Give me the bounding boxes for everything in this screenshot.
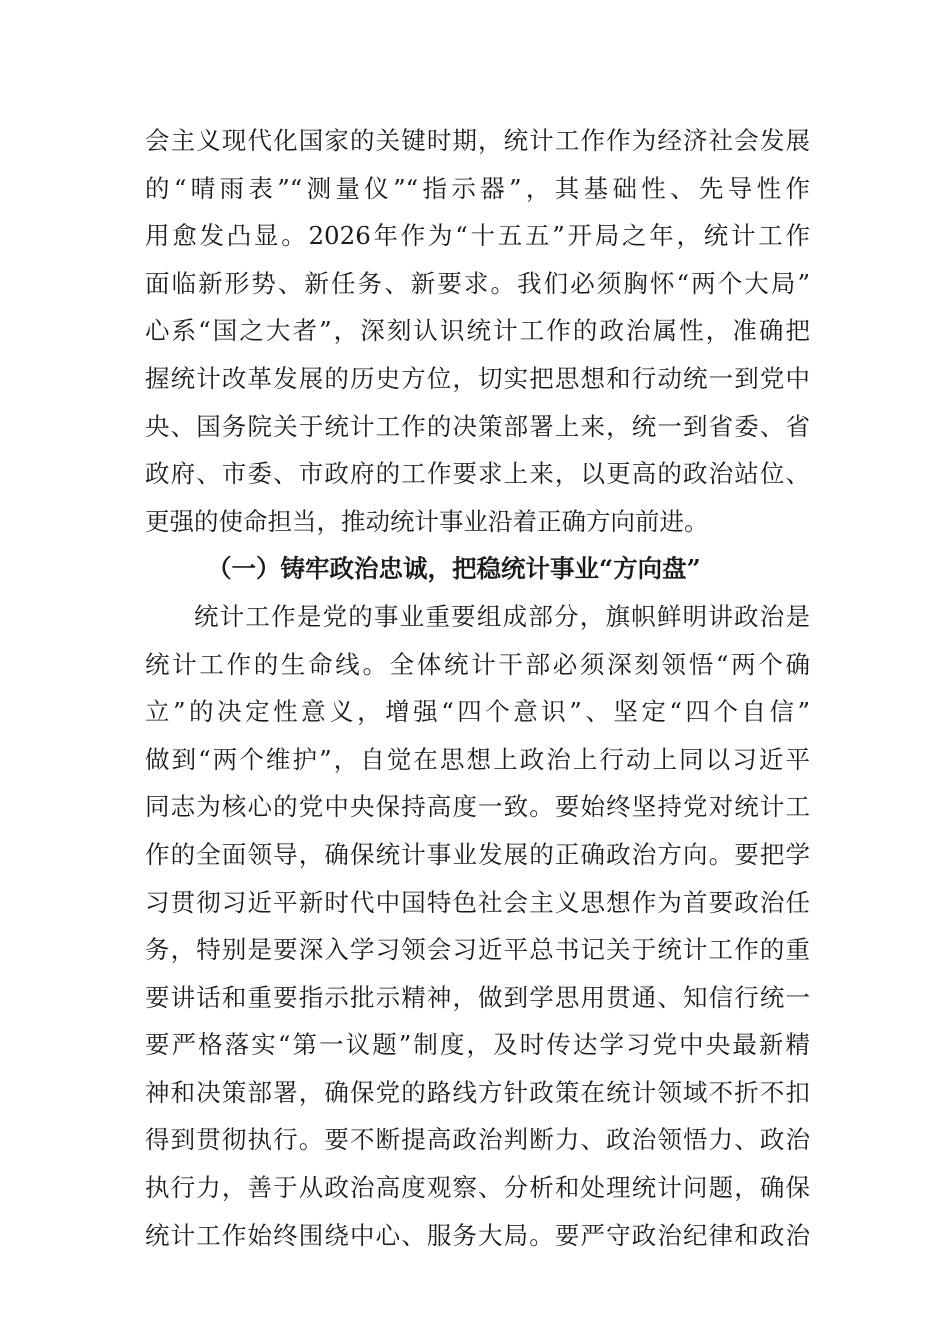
section-heading: （一）铸牢政治忠诚，把稳统计事业“方向盘”	[207, 554, 701, 584]
text-line: 习贯彻习近平新时代中国特色社会主义思想作为首要政治任	[145, 887, 810, 917]
text-line: 央、国务院关于统计工作的决策部署上来，统一到省委、省	[145, 411, 810, 441]
text-line: 统计工作的生命线。全体统计干部必须深刻领悟“两个确	[145, 649, 810, 679]
text-line: 的“晴雨表”“测量仪”“指示器”，其基础性、先导性作	[145, 173, 810, 203]
text-line: 神和决策部署，确保党的路线方针政策在统计领域不折不扣	[145, 1077, 810, 1107]
document-body	[145, 117, 810, 1259]
paragraph-first-line: 统计工作是党的事业重要组成部分，旗帜鲜明讲政治是	[194, 601, 810, 631]
text-line: 立”的决定性意义，增强“四个意识”、坚定“四个自信”	[145, 697, 810, 727]
text-line: 统计工作始终围绕中心、服务大局。要严守政治纪律和政治	[145, 1220, 810, 1250]
text-line: 做到“两个维护”，自觉在思想上政治上行动上同以习近平	[145, 744, 810, 774]
text-line: 要严格落实“第一议题”制度，及时传达学习党中央最新精	[145, 1030, 810, 1060]
text-line: 同志为核心的党中央保持高度一致。要始终坚持党对统计工	[145, 792, 810, 822]
text-line: 握统计改革发展的历史方位，切实把思想和行动统一到党中	[145, 363, 810, 393]
text-line: 面临新形势、新任务、新要求。我们必须胸怀“两个大局”	[145, 268, 810, 298]
text-line: 得到贯彻执行。要不断提高政治判断力、政治领悟力、政治	[145, 1125, 810, 1155]
text-line: 心系“国之大者”，深刻认识统计工作的政治属性，准确把	[145, 316, 810, 346]
text-line: 作的全面领导，确保统计事业发展的正确政治方向。要把学	[145, 839, 810, 869]
text-line: 会主义现代化国家的关键时期，统计工作作为经济社会发展	[145, 126, 810, 155]
text-line: 要讲话和重要指示批示精神，做到学思用贯通、知信行统一	[145, 982, 810, 1012]
text-line: 政府、市委、市政府的工作要求上来，以更高的政治站位、	[145, 459, 810, 489]
text-line: 务，特别是要深入学习领会习近平总书记关于统计工作的重	[145, 935, 810, 965]
text-line: 执行力，善于从政治高度观察、分析和处理统计问题，确保	[145, 1173, 810, 1203]
paragraph-last-line: 更强的使命担当，推动统计事业沿着正确方向前进。	[145, 506, 709, 536]
text-line: 用愈发凸显。2026年作为“十五五”开局之年，统计工作	[145, 221, 810, 251]
